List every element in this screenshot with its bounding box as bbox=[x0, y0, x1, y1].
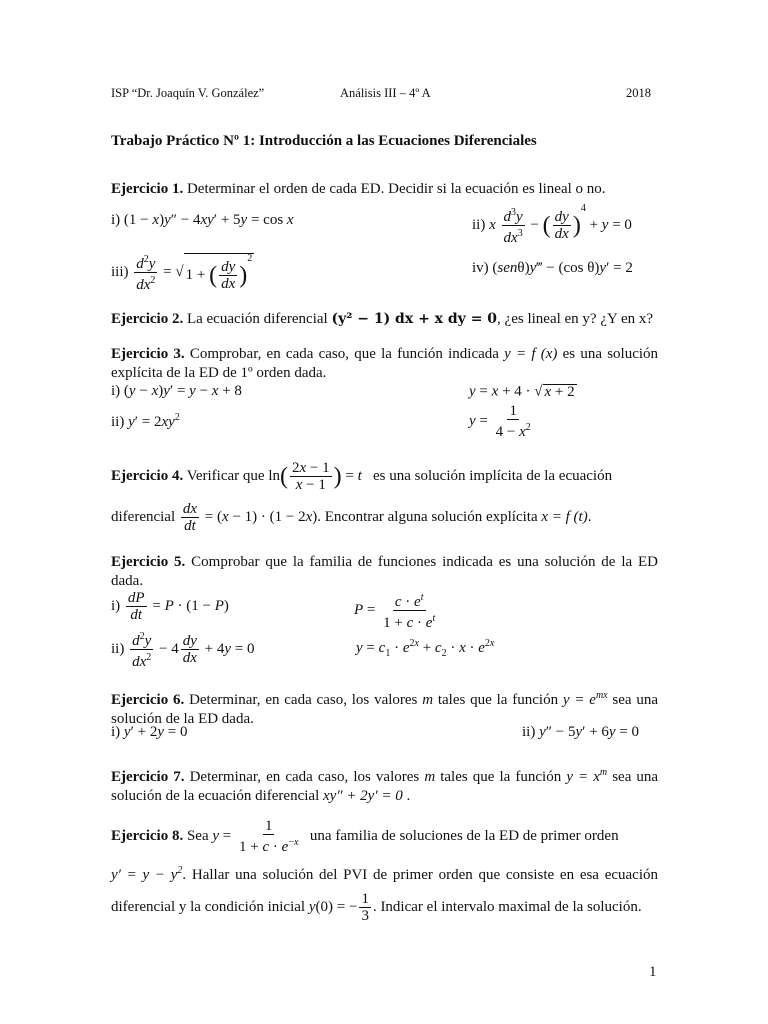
exercise-3-item-ii: ii) $y' = 2xy^2$ bbox=[111, 412, 180, 430]
exercise-5-solution-ii: $y = c_1 \cdot e^{2x} + c_2 \cdot x \cdot e^{2x}$ bbox=[356, 638, 495, 659]
exercise-7-label: Ejercicio 7. bbox=[111, 769, 185, 785]
exercise-2-equation: (y² − 1) dx + x dy = 0 bbox=[331, 311, 498, 327]
header-institution: ISP “Dr. Joaquín V. González” bbox=[111, 86, 265, 100]
exercise-2-label: Ejercicio 2. bbox=[111, 311, 184, 327]
header-course: Análisis III – 4º A bbox=[340, 86, 431, 100]
exercise-1-item-iii: iii) $\frac{d^2y}{dx^2}$ = √ 1 + ( $\frac{dy}{dx}$ )$^2$ bbox=[111, 252, 253, 293]
exercise-1-label: Ejercicio 1. bbox=[111, 181, 184, 197]
exercise-5-item-ii: ii) $\frac{d^2y}{dx^2}$ − 4 $\frac{dy}{dx}$ + 4y = 0 bbox=[111, 631, 255, 670]
page-number: 1 bbox=[649, 964, 657, 980]
exercise-3-solution-i: y = x + 4 · √ x + 2 bbox=[469, 383, 575, 400]
exercise-4-line1: Ejercicio 4. Verificar que ln( $\frac{2x - 1}{x - 1}$ ) = t es una solución implícita de la ecuación bbox=[111, 460, 613, 493]
exercise-2-statement: Ejercicio 2. La ecuación diferencial (y² − 1) dx + x dy = 0, ¿es lineal en y? ¿Y en x? bbox=[111, 311, 654, 327]
exercise-3-label: Ejercicio 3. bbox=[111, 346, 185, 362]
exercise-1-statement bbox=[111, 180, 658, 199]
exercise-6-item-i: i) y′ + 2y = 0 bbox=[111, 724, 188, 740]
exercise-3-statement: Ejercicio 3. Comprobar, en cada caso, que la función indicada y = f (x) es una solución explícita de la ED de 1º orden dada. bbox=[111, 346, 659, 381]
exercise-4-label: Ejercicio 4. bbox=[111, 467, 184, 484]
exercise-6-item-ii: ii) y″ − 5y′ + 6y = 0 bbox=[522, 724, 640, 740]
exercise-8-label: Ejercicio 8. bbox=[111, 827, 184, 844]
exercise-3-solution-ii: y = $\frac{1}{4 - x^2}$ bbox=[469, 403, 531, 440]
exercise-6-statement: Ejercicio 6. Determinar, en cada caso, los valores m tales que la función $y = e^{mx}$ sea una solución de la ED dada. bbox=[111, 690, 659, 727]
exercise-1-text: Determinar el orden de cada ED. Decidir si la ecuación es lineal o no. bbox=[186, 181, 606, 197]
exercise-8-body: $y' = y - y^2$. Hallar una solución del PVI de primer orden que consiste en esa ecuación diferencial y la condición inicial y(0) = − $\frac{1}{3}$ . Indicar el intervalo maximal de la solución. bbox=[111, 865, 658, 925]
exercise-5-solution-i: P = $\frac{c \cdot e^t}{1 + c \cdot e^t}$ bbox=[354, 592, 436, 631]
exercise-5-statement: Ejercicio 5. Comprobar que la familia de funciones indicada es una solución de la ED dada. bbox=[111, 554, 658, 589]
header-year: 2018 bbox=[626, 86, 651, 100]
exercise-5-label: Ejercicio 5. bbox=[111, 554, 186, 570]
page-title: Trabajo Práctico Nº 1: Introducción a las Ecuaciones Diferenciales bbox=[111, 133, 537, 149]
exercise-8-line1: Ejercicio 8. Sea y = $\frac{1}{1 + c \cdot e^{-x}}$ una familia de soluciones de la ED de primer orden bbox=[111, 818, 619, 855]
exercise-1-item-ii: ii) x $\frac{d^3y}{dx^3}$ − ( $\frac{dy}{dx}$ )$^4$ + y = 0 bbox=[472, 203, 632, 247]
exercise-6-label: Ejercicio 6. bbox=[111, 692, 185, 708]
exercise-1-item-iv: iv) (senθ)y‴ − (cos θ)y′ = 2 bbox=[472, 260, 633, 276]
exercise-7-statement: Ejercicio 7. Determinar, en cada caso, los valores m tales que la función $y = x^m$ sea una solución de la ecuación diferencial xy″ + 2y′ = 0 . bbox=[111, 767, 659, 804]
exercise-4-line2: diferencial $\frac{dx}{dt}$ = (x − 1) · (1 − 2x). Encontrar alguna solución explícita x = f (t). bbox=[111, 501, 592, 534]
exercise-1-item-i: i) (1 − x)y″ − 4xy′ + 5y = cos x bbox=[111, 212, 294, 228]
exercise-3-item-i: i) (y − x)y′ = y − x + 8 bbox=[111, 383, 242, 399]
exercise-5-item-i: i) $\frac{dP}{dt}$ = P · (1 − P) bbox=[111, 590, 229, 623]
